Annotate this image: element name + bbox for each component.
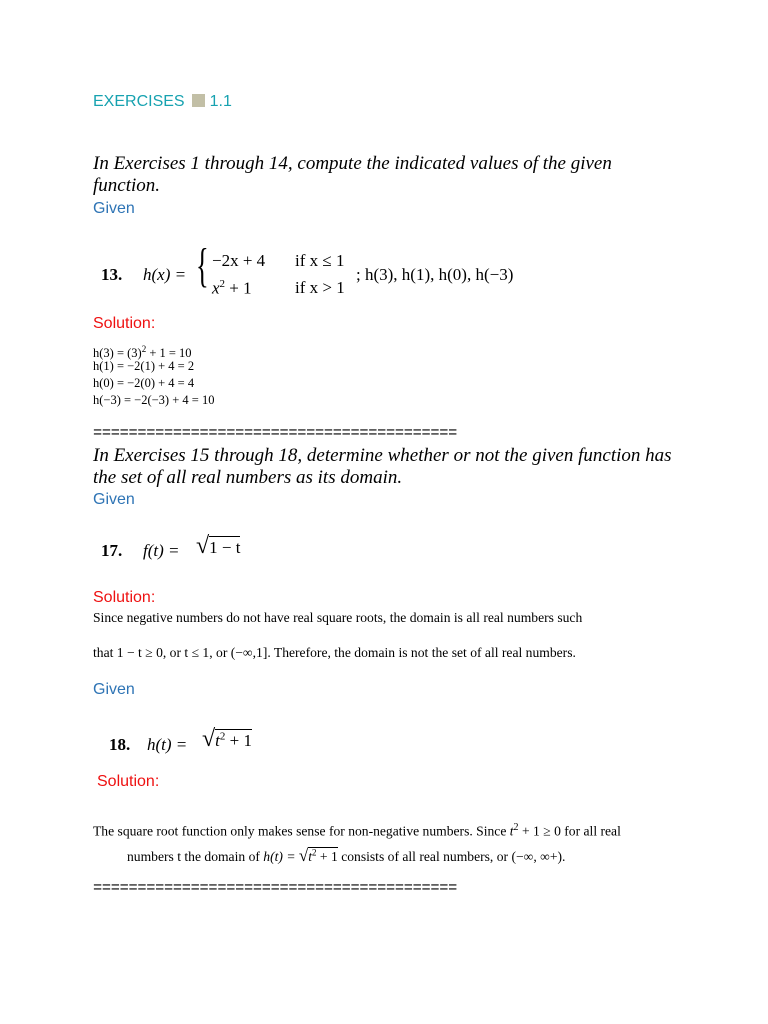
solution-line-1: $h(3) = (3)^2 + 1 = 10$ <box>93 344 192 361</box>
given-label-1: Given <box>93 200 135 217</box>
problem-18-lhs: h(t) = <box>147 735 188 754</box>
problem-17-lhs: f(t) = <box>143 541 180 560</box>
given-label-2: Given <box>93 491 135 508</box>
section-number: 1.1 <box>209 93 232 110</box>
solution-line-2: h(1) = −2(1) + 4 = 2 <box>93 359 195 373</box>
problem-18-radicand: $t^2 + 1$ <box>215 730 252 750</box>
requested-values: ; h(3), h(1), h(0), h(−3) <box>356 265 514 284</box>
exercises-1-14-intro: In Exercises 1 through 14, compute the indicated values of the given function. <box>93 153 612 196</box>
solution-18-line-1: The square root function only makes sense for non-negative numbers. Since $t^2 + 1 \ge 0$ for all real <box>93 822 621 839</box>
solution-label-2: Solution: <box>93 589 156 606</box>
solution-line-4: h(−3) = −2(−3) + 4 = 10 <box>93 393 215 407</box>
solution-17-line-2: that 1 − t ≥ 0, or t ≤ 1, or (−∞,1]. Therefore, the domain is not the set of all real numbers. <box>93 645 576 660</box>
problem-17-number: 17. <box>101 541 123 560</box>
piecewise-brace: { <box>196 239 209 292</box>
separator-2: ========================================= <box>93 879 458 897</box>
problem-13-number: 13. <box>101 265 123 284</box>
problem-17-sqrt <box>196 533 240 560</box>
exercises-15-18-intro: In Exercises 15 through 18, determine whether or not the given function has the set of all real numbers as its domain. <box>93 445 672 488</box>
case-1-condition: if x ≤ 1 <box>295 251 345 270</box>
case-1-expression: −2x + 4 <box>212 251 266 270</box>
solution-label-1: Solution: <box>93 315 156 332</box>
solution-17-line-1: Since negative numbers do not have real square roots, the domain is all real numbers such <box>93 610 583 625</box>
problem-18-number: 18. <box>109 735 131 754</box>
solution-line-3: h(0) = −2(0) + 4 = 4 <box>93 376 195 390</box>
problem-13-lhs: h(x) = <box>143 265 187 284</box>
case-2-condition: if x > 1 <box>295 278 345 297</box>
section-heading <box>93 93 232 111</box>
solution-label-3: Solution: <box>97 773 160 790</box>
sqrt-icon-2: √ <box>202 726 216 752</box>
problem-17-radicand: 1 − t <box>209 538 241 557</box>
exercises-label: EXERCISES <box>93 93 185 110</box>
square-bullet-icon <box>192 94 205 107</box>
sqrt-icon: √ <box>196 533 210 559</box>
given-label-3: Given <box>93 681 135 698</box>
problem-18-sqrt <box>202 726 252 753</box>
solution-18-line-2: numbers t the domain of $h(t) = √t^2 + 1$ consists of all real numbers, or (−∞, ∞+). <box>127 846 566 865</box>
separator-1: ========================================= <box>93 424 458 442</box>
case-2-expression: $x^2 + 1$ <box>212 278 252 298</box>
